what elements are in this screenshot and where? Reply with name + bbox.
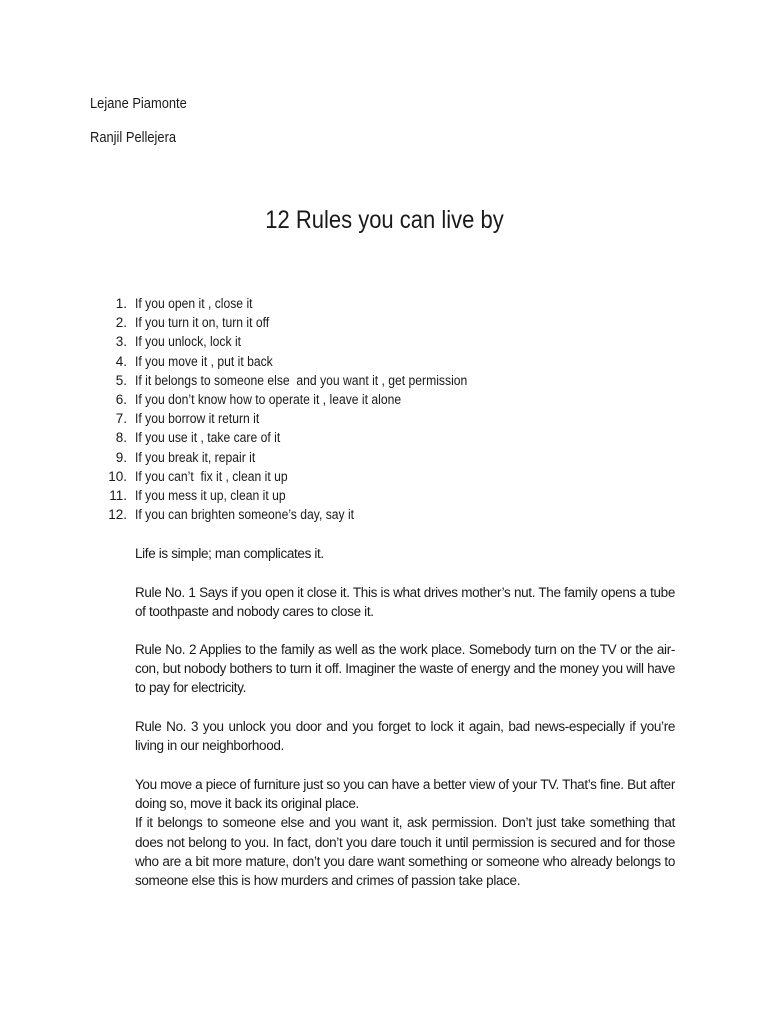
paragraph-rule-3: [135, 717, 675, 755]
paragraph-text: Life is simple; man complicates it.: [135, 546, 324, 561]
rule-text: If you don’t know how to operate it , leave it alone: [135, 392, 402, 408]
rule-text: If you can’t fix it , clean it up: [135, 468, 288, 484]
rule-number: 7.: [115, 411, 127, 427]
paragraph-rule-1: [135, 583, 675, 621]
rule-number: 4.: [115, 353, 127, 369]
list-item: [100, 505, 504, 524]
rule-text: If you borrow it return it: [135, 411, 260, 427]
rule-number: 9.: [115, 449, 127, 465]
paragraph-text: If it belongs to someone else and you want it, ask permission. Don’t just take something that does not belong to you. In fact, don’t you dare touch it until permission is secured and for those who are a bit more mature, don’t you dare want something or someone who already belongs to someone else this is how murders and crimes of passion take place.: [135, 815, 675, 889]
rule-number: 8.: [115, 430, 127, 446]
document-title-text: 12 Rules you can live by: [264, 206, 504, 234]
rule-number: 3.: [115, 334, 127, 350]
rule-text: If you can brighten someone’s day, say it: [135, 507, 355, 523]
paragraph-text: Rule No. 2 Applies to the family as well as the work place. Somebody turn on the TV or the air-con, but nobody bothers to turn it off. Imaginer the waste of energy and the money you will have to pay for electricity.: [135, 642, 675, 696]
list-item: [100, 448, 504, 467]
paragraph-text: You move a piece of furniture just so you can have a better view of your TV. That’s fine. But after doing so, move it back its original place.: [135, 777, 675, 812]
rule-number: 2.: [115, 315, 127, 331]
list-item: [100, 371, 504, 390]
paragraph-life-is-simple: [135, 544, 675, 563]
paragraph-rule-4-5: [135, 775, 675, 890]
paragraph-text: Rule No. 3 you unlock you door and you forget to lock it again, bad news-especially if you’re living in our neighborhood.: [135, 719, 675, 754]
list-item: [100, 294, 504, 313]
rule-text: If you open it , close it: [135, 296, 253, 311]
rule-number: 6.: [115, 392, 127, 408]
rules-list: [100, 294, 504, 524]
list-item: [100, 467, 504, 486]
rule-text: If you break it, repair it: [135, 449, 256, 465]
rule-text: If you unlock, lock it: [135, 334, 242, 350]
list-item: [100, 390, 504, 409]
rule-number: 10.: [108, 468, 127, 484]
rule-text: If you move it , put it back: [135, 353, 273, 369]
rule-text: If you mess it up, clean it up: [135, 488, 286, 504]
rule-text: If you turn it on, turn it off: [135, 315, 270, 331]
list-item: [100, 428, 504, 447]
rule-number: 12.: [108, 507, 127, 523]
rule-text: If you use it , take care of it: [135, 430, 281, 446]
author-name-1: Lejane Piamonte: [90, 95, 187, 112]
rule-text: If it belongs to someone else and you want it , get permission: [135, 372, 468, 388]
author-name-2: Ranjil Pellejera: [90, 129, 177, 146]
list-item: [100, 352, 504, 371]
paragraph-rule-2: [135, 640, 675, 698]
rule-number: 1.: [115, 296, 127, 311]
rule-number: 11.: [109, 488, 127, 504]
list-item: [100, 313, 504, 332]
document-title: [0, 206, 768, 235]
list-item: [100, 486, 504, 505]
list-item: [100, 332, 504, 351]
rule-number: 5.: [115, 372, 127, 388]
list-item: [100, 409, 504, 428]
paragraph-text: Rule No. 1 Says if you open it close it. This is what drives mother’s nut. The family opens a tube of toothpaste and nobody cares to close it.: [135, 585, 675, 620]
